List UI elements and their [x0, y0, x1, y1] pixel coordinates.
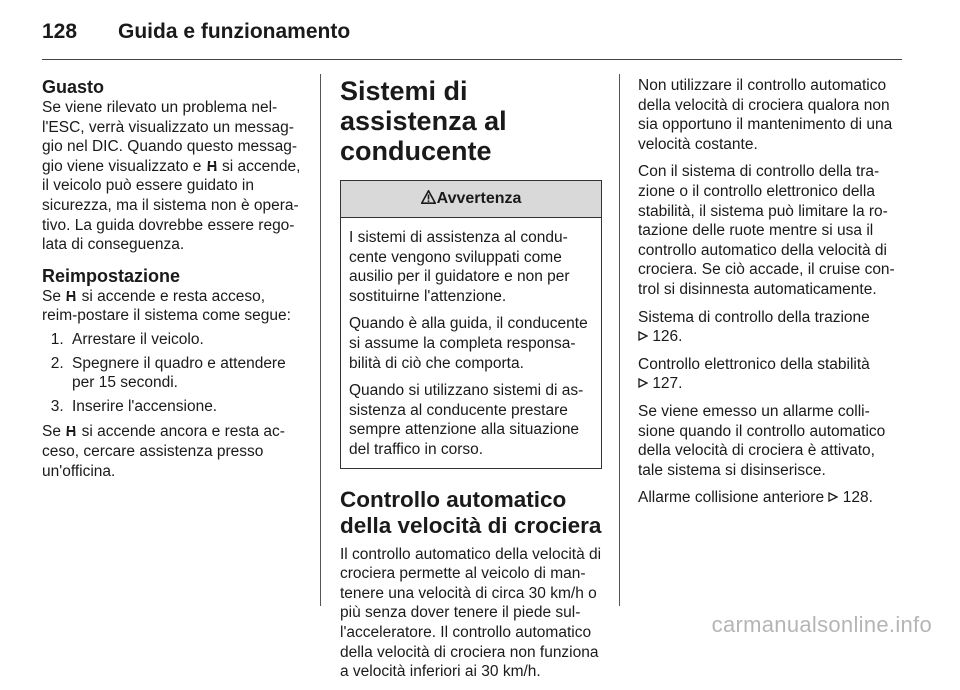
column-3 — [638, 76, 904, 516]
reference-text: Controllo elettronico della stabilità — [638, 355, 870, 373]
reset-intro-start: Se — [42, 287, 66, 305]
reset-final-end: si accende ancora e resta ac-ceso, cercare assistenza presso un'officina. — [42, 423, 285, 480]
page-reference-icon — [638, 331, 648, 341]
chapter-title: Guida e funzionamento — [118, 20, 351, 43]
page-reference-icon — [828, 492, 838, 502]
reset-final-start: Se — [42, 423, 66, 441]
watermark: carmanualsonline.info — [711, 612, 932, 637]
page-header — [42, 18, 902, 60]
header-divider — [42, 59, 902, 60]
warning-paragraph: I sistemi di assistenza al condu-cente vengono sviluppati come ausilio per il guidatore e non per sostituirne l'attenzione. — [349, 229, 570, 305]
esc-warning-icon — [65, 425, 77, 437]
guasto-paragraph — [42, 98, 304, 255]
reset-final — [42, 422, 304, 481]
reference-page: 127. — [652, 375, 683, 393]
esc-warning-icon — [65, 290, 77, 302]
cross-reference[interactable] — [638, 488, 904, 508]
page-reference-icon — [638, 378, 648, 388]
reference-page: 128. — [842, 489, 873, 507]
warning-header — [341, 181, 601, 218]
reset-step: 2. Spegnere il quadro e attendere per 15 secondi. — [68, 354, 304, 393]
reference-text: Allarme collisione anteriore — [638, 489, 829, 507]
warning-paragraph: Quando è alla guida, il conducente si assume la completa responsa-bilità di ciò che comporta. — [349, 315, 588, 372]
column-1 — [42, 76, 304, 489]
paragraph: Non utilizzare il controllo automatico della velocità di crociera qualora non sia opportuno il mantenimento di una velocità costante. — [638, 77, 893, 153]
guasto-heading: Guasto — [42, 77, 105, 97]
paragraph: Se viene emesso un allarme colli-sione quando il controllo automatico della velocità di crociera è attivato, tale sistema si disinserisce. — [638, 402, 886, 479]
warning-label: Avvertenza — [436, 190, 522, 207]
reset-steps — [42, 330, 304, 416]
warning-box — [340, 180, 602, 469]
reference-page: 126. — [652, 328, 683, 346]
warning-paragraph: Quando si utilizzano sistemi di as-sistenza al conducente prestare sempre attenzione alla situazione del traffico in corso. — [349, 382, 584, 458]
column-divider-1 — [320, 74, 321, 606]
cruise-control-paragraph: Il controllo automatico della velocità di crociera permette al veicolo di man-tenere una velocità di circa 30 km/h o più senza dover tenere il piede sul-l'acceleratore. Il controllo automatico della velocità di crociera non funziona a velocità inferiori ai 30 km/h. — [340, 545, 602, 681]
reset-step: 3. Inserire l'accensione. — [68, 397, 304, 417]
page-number: 128 — [42, 20, 78, 43]
esc-warning-icon — [206, 160, 218, 172]
reference-text: Sistema di controllo della trazione — [638, 308, 870, 326]
warning-body — [341, 218, 601, 468]
paragraph: Con il sistema di controllo della tra-zione o il controllo elettronico della stabilità, il sistema può limitare la ro-tazione delle ruote mentre si usa il controllo automatico della velocità di crociera. Se ciò accade, il cruise con-trol si disinnesta automaticamente. — [638, 163, 895, 298]
cruise-control-title: Controllo automatico della velocità di crociera — [340, 486, 602, 538]
section-title: Sistemi di assistenza al conducente — [340, 76, 507, 166]
guasto-text-start: Se viene rilevato un problema nel-l'ESC, verrà visualizzato un messag-gio nel DIC. Quando questo messag-gio viene visualizzato e — [42, 99, 298, 175]
cross-reference[interactable] — [638, 355, 904, 394]
reset-intro-end: si accende e resta acceso, reim-postare il sistema come segue: — [42, 287, 291, 325]
reset-intro — [42, 287, 304, 326]
warning-triangle-icon — [421, 190, 436, 204]
cross-reference[interactable] — [638, 308, 904, 347]
guasto-text-end: si accende, il veicolo può essere guidato in sicurezza, ma il sistema non è opera-tivo. La guida dovrebbe essere rego-lata di conseguenza. — [42, 157, 301, 254]
column-divider-2 — [619, 74, 620, 606]
reset-heading: Reimpostazione — [42, 265, 181, 286]
reset-step: 1. Arrestare il veicolo. — [68, 330, 304, 350]
column-2 — [340, 74, 602, 690]
